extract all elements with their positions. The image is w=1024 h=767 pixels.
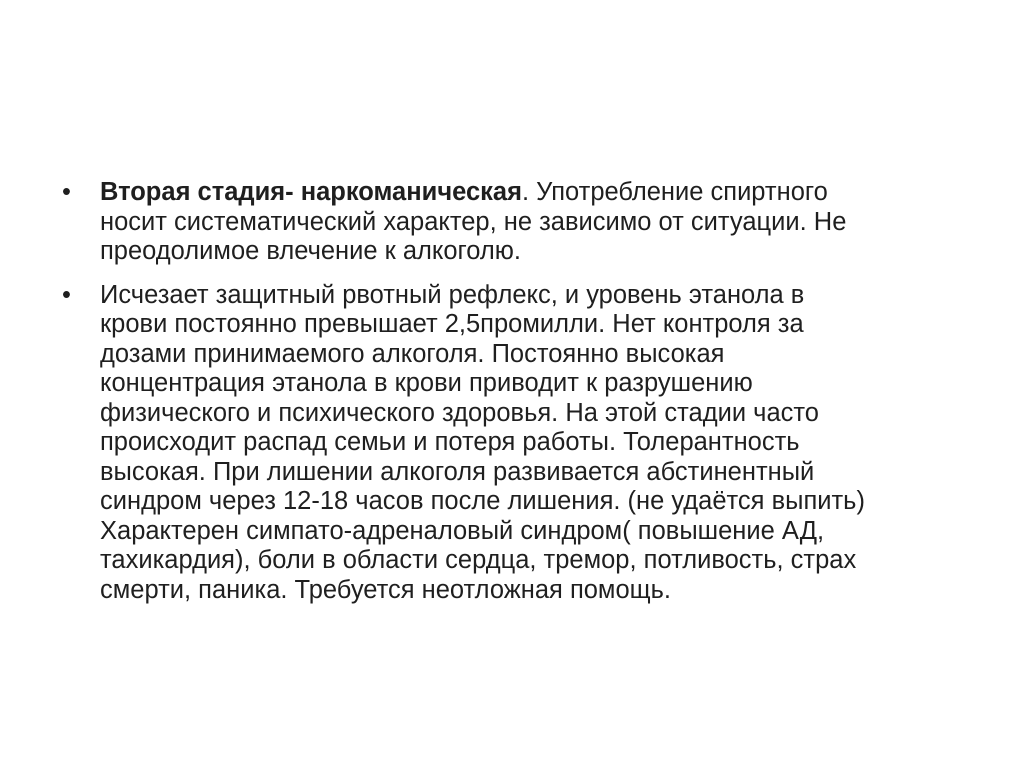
- bullet-icon: •: [62, 280, 71, 309]
- bullet-text-line: Исчезает защитный рвотный рефлекс, и уровень этанола в: [100, 280, 805, 309]
- bullet-text-line: крови постоянно превышает 2,5промилли. Нет контроля за: [100, 310, 804, 338]
- bullet-item-second-stage: [62, 178, 962, 267]
- bullet-text-line: дозами принимаемого алкоголя. Постоянно высокая: [100, 339, 725, 368]
- bullet-text-line: происходит распад семьи и потеря работы. Толерантность: [100, 428, 800, 456]
- slide-body: [62, 178, 962, 605]
- bullet-text-line: физического и психического здоровья. На этой стадии часто: [100, 398, 819, 427]
- bullet-text-line: Характерен симпато-адреналовый синдром( повышение АД,: [100, 516, 825, 545]
- bullet-text-line: носит систематический характер, не зависимо от ситуации. Не: [100, 207, 847, 236]
- bullet-text-line: тахикардия), боли в области сердца, тремор, потливость, страх: [100, 546, 857, 574]
- bullet-text-line: синдром через 12-18 часов после лишения. (не удаётся выпить): [100, 487, 865, 515]
- bullet-text-line: концентрация этанола в крови приводит к разрушению: [100, 369, 753, 397]
- bullet-text: . Употребление спиртного: [521, 178, 828, 206]
- bullet-text-line: [100, 178, 962, 208]
- bullet-icon: •: [62, 178, 71, 206]
- bullet-list: [62, 178, 962, 605]
- bullet-text-line: смерти, паника. Требуется неотложная помощь.: [100, 575, 671, 604]
- bullet-text-line: высокая. При лишении алкоголя развивается абстинентный: [100, 457, 815, 486]
- bullet-item-symptoms: [62, 281, 962, 606]
- stage-title: Вторая стадия- наркоманическая: [100, 178, 522, 206]
- bullet-text-line: преодолимое влечение к алкоголю.: [100, 237, 522, 265]
